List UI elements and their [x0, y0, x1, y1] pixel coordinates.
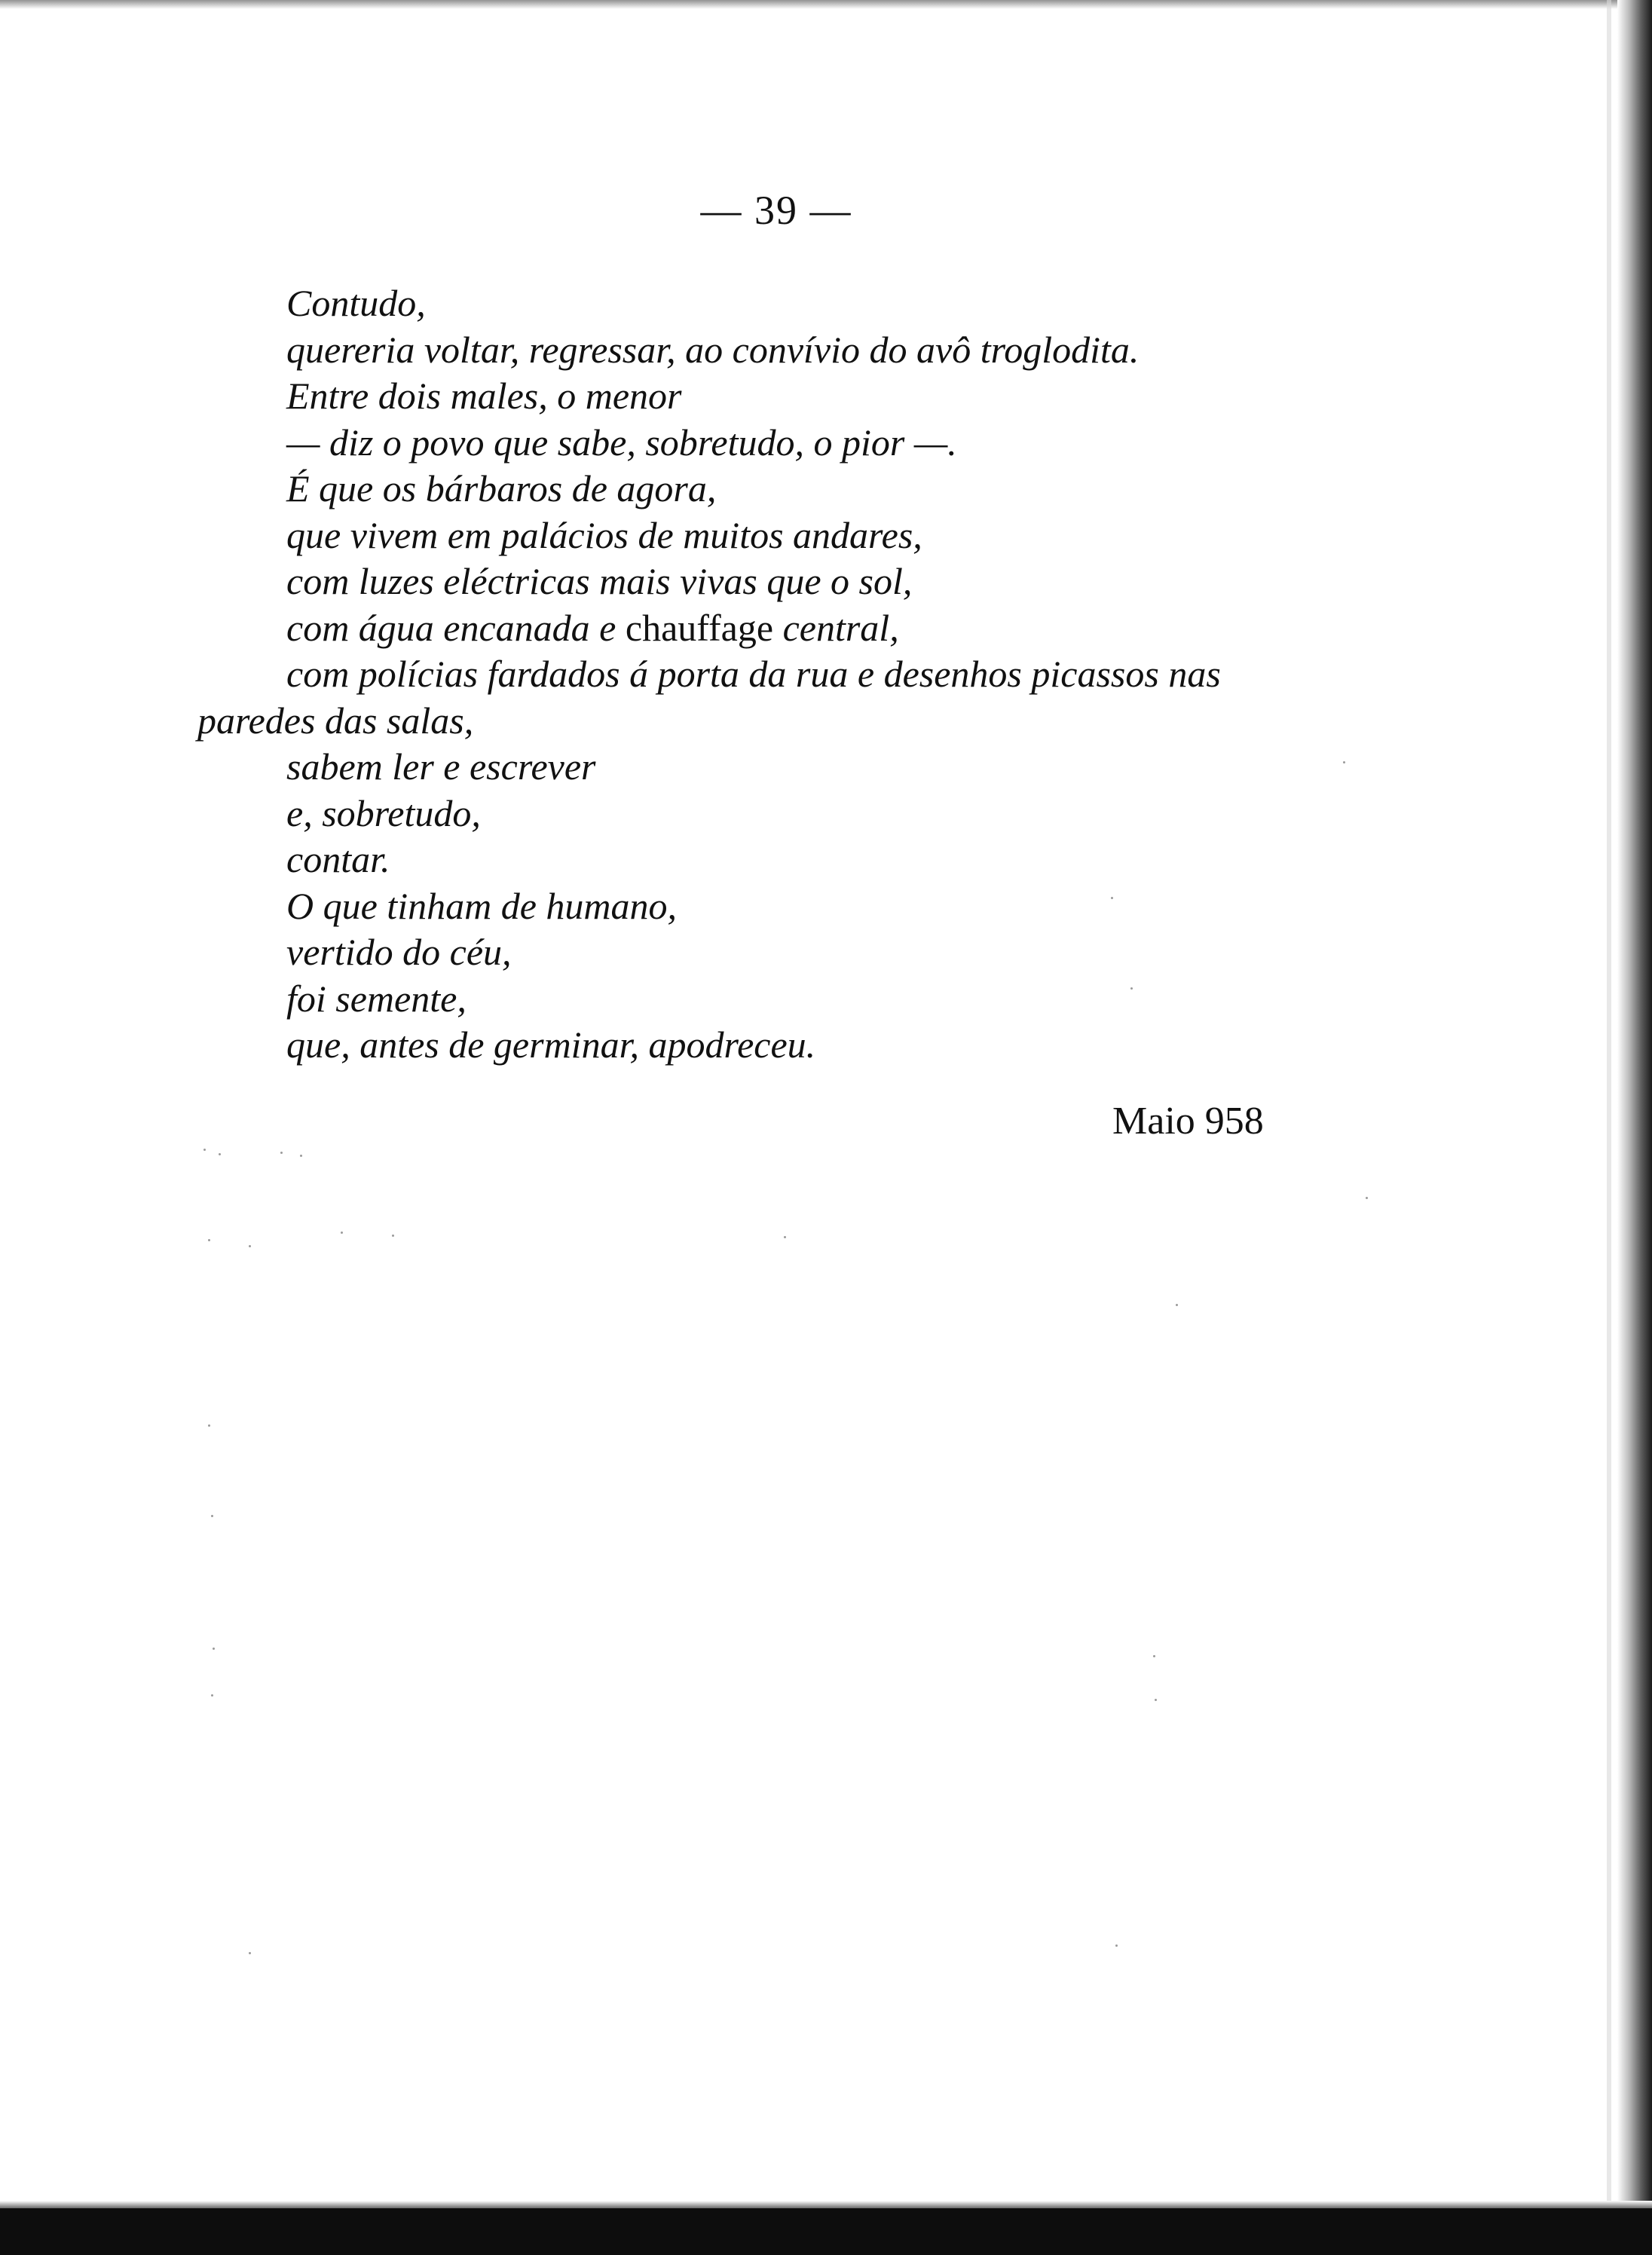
scan-speck — [211, 1694, 213, 1697]
poem-body — [197, 280, 1417, 1069]
poem-line-roman-word: chauffage — [625, 606, 774, 649]
poem-line: com polícias fardados á porta da rua e desenhos picassos nas — [286, 653, 1221, 695]
poem-date: Maio 958 — [1112, 1100, 1264, 1143]
scan-speck — [249, 1245, 251, 1247]
poem-line — [286, 605, 1417, 652]
poem-line: — diz o povo que sabe, sobretudo, o pior —. — [286, 421, 957, 464]
poem-line: O que tinham de humano, — [286, 884, 677, 927]
scan-edge-top — [0, 0, 1652, 9]
poem-line: sabem ler e escrever — [286, 745, 596, 788]
scan-speck — [1155, 1699, 1157, 1701]
scan-speck — [1176, 1304, 1178, 1306]
poem-line: que vivem em palácios de muitos andares, — [286, 513, 922, 556]
scan-speck — [1343, 761, 1345, 763]
poem-line: quereria voltar, regressar, ao convívio do avô troglodita. — [286, 328, 1140, 371]
poem-line: vertido do céu, — [286, 931, 512, 973]
poem-line-part: central, — [773, 606, 899, 649]
page-number: — 39 — — [700, 188, 852, 233]
scan-edge-bottom — [0, 2208, 1652, 2255]
scan-speck — [208, 1239, 210, 1241]
poem-line: contar. — [286, 838, 390, 880]
scan-speck — [392, 1235, 394, 1237]
poem-line: que, antes de germinar, apodreceu. — [286, 1023, 816, 1066]
poem-line: Entre dois males, o menor — [286, 375, 682, 417]
scan-speck — [1115, 1944, 1118, 1947]
scan-speck — [211, 1515, 213, 1517]
poem-line: foi semente, — [286, 977, 467, 1020]
scan-edge-bottom-fade — [0, 2201, 1652, 2208]
scan-speck — [300, 1155, 302, 1157]
poem-line: É que os bárbaros de agora, — [286, 467, 717, 509]
scan-speck — [208, 1424, 210, 1427]
scan-speck — [1366, 1197, 1368, 1199]
scan-speck — [203, 1149, 206, 1151]
scan-speck — [280, 1152, 283, 1154]
scan-speck — [213, 1648, 215, 1650]
poem-line: Contudo, — [286, 282, 426, 324]
scan-speck — [784, 1236, 786, 1238]
scan-speck — [341, 1232, 343, 1234]
scan-edge-right-line — [1607, 0, 1611, 2255]
scan-speck — [249, 1952, 251, 1954]
poem-line-part: com água encanada e — [286, 606, 626, 649]
scan-edge-right — [1617, 0, 1652, 2255]
scan-speck — [1130, 987, 1133, 990]
poem-line: e, sobretudo, — [286, 791, 481, 834]
poem-line: com luzes eléctricas mais vivas que o sol, — [286, 560, 913, 602]
scan-speck — [1111, 897, 1113, 899]
scan-speck — [1153, 1655, 1155, 1657]
scan-speck — [219, 1153, 221, 1155]
poem-line-continuation: paredes das salas, — [197, 699, 474, 742]
